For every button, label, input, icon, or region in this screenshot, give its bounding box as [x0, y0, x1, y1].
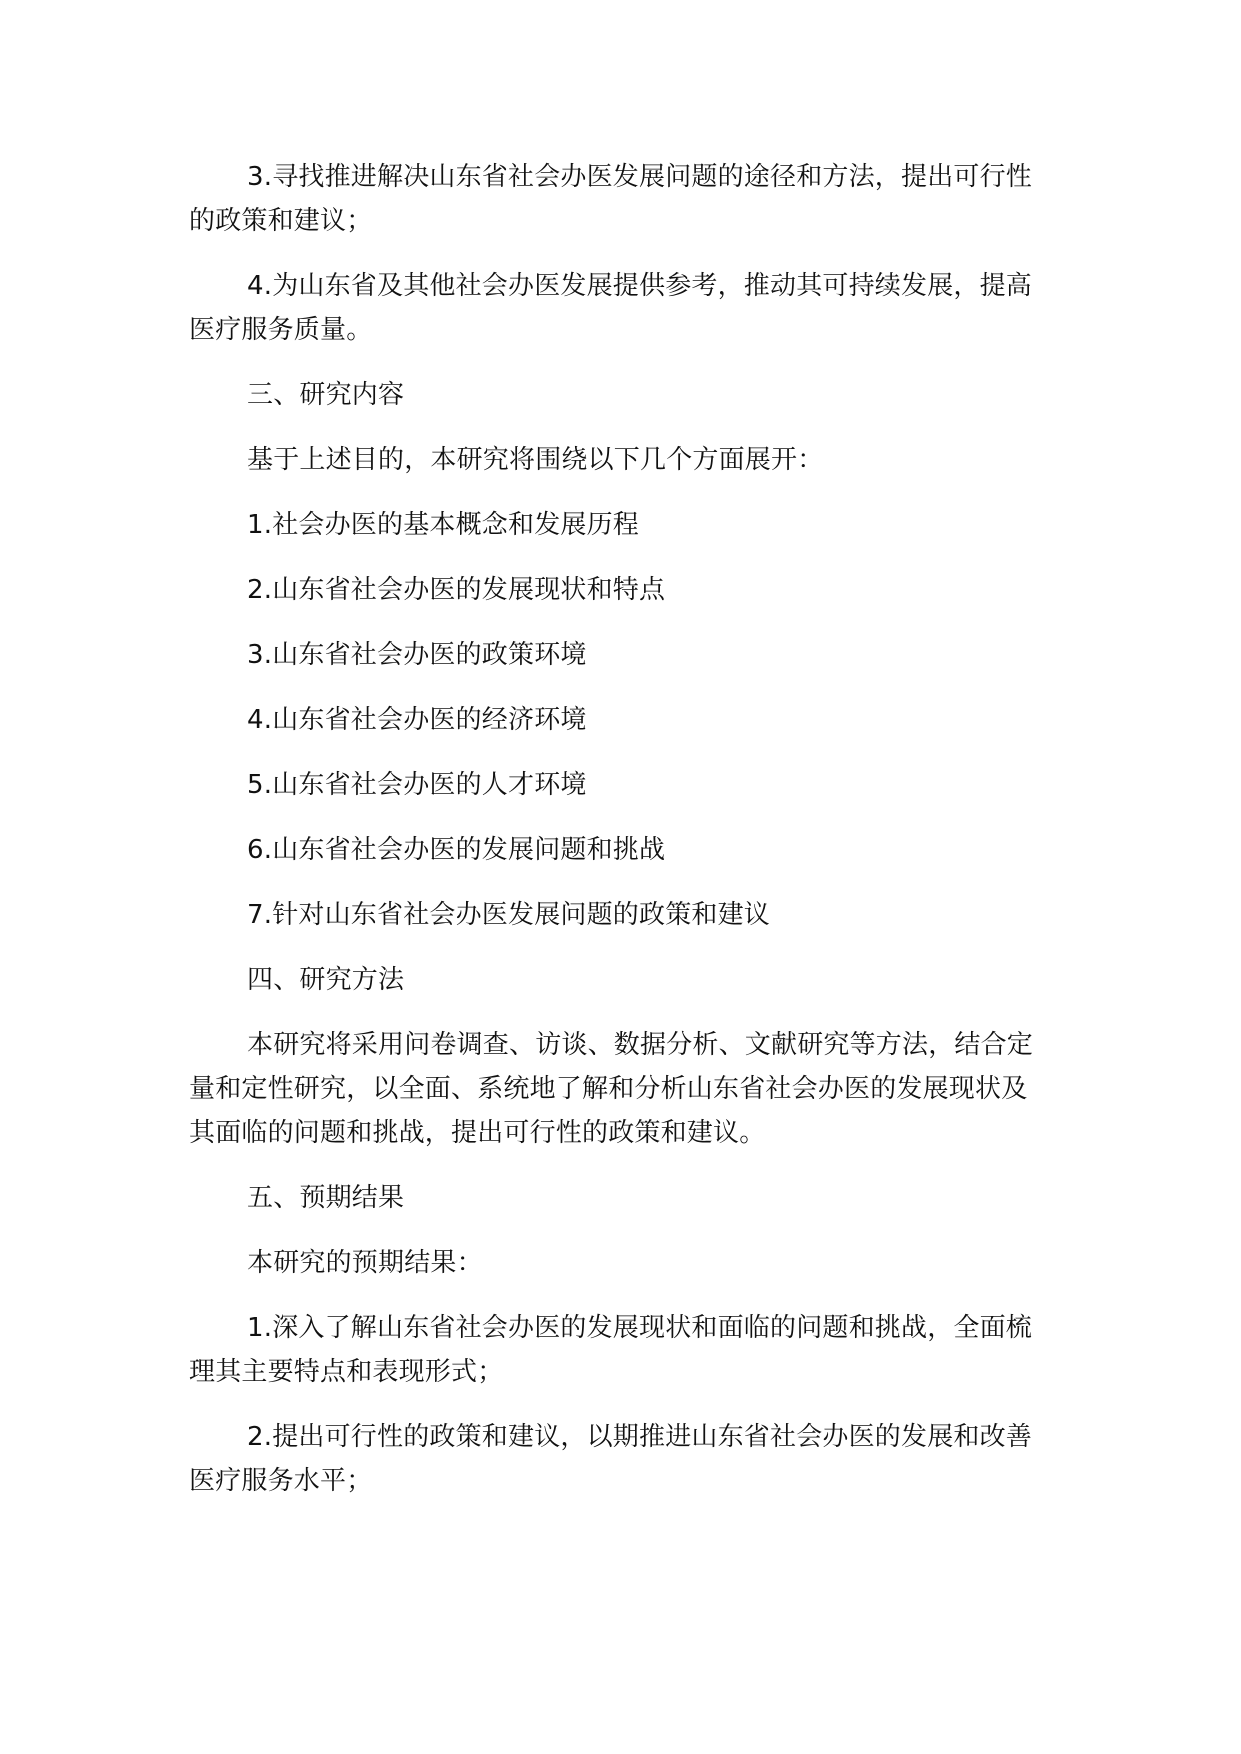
- paragraph-content-intro: 基于上述目的，本研究将围绕以下几个方面展开：: [247, 445, 824, 475]
- section-heading-research-method: 四、研究方法: [247, 965, 405, 995]
- list-item-content-4: 4.山东省社会办医的经济环境: [247, 705, 587, 735]
- list-item-content-6: 6.山东省社会办医的发展问题和挑战: [247, 835, 666, 865]
- list-item-objective-4: 4.为山东省及其他社会办医发展提供参考，推动其可持续发展，提高医疗服务质量。: [189, 271, 1033, 345]
- list-item-content-1: 1.社会办医的基本概念和发展历程: [247, 510, 640, 540]
- document-body: [189, 155, 1039, 1503]
- list-item-result-1: 1.深入了解山东省社会办医的发展现状和面临的问题和挑战，全面梳理其主要特点和表现形式；: [189, 1313, 1033, 1387]
- paragraph-research-method: 本研究将采用问卷调查、访谈、数据分析、文献研究等方法，结合定量和定性研究，以全面、系统地了解和分析山东省社会办医的发展现状及其面临的问题和挑战，提出可行性的政策和建议。: [189, 1030, 1034, 1148]
- list-item-content-3: 3.山东省社会办医的政策环境: [247, 640, 587, 670]
- section-heading-expected-results: 五、预期结果: [247, 1183, 405, 1213]
- list-item-content-7: 7.针对山东省社会办医发展问题的政策和建议: [247, 900, 771, 930]
- paragraph-expected-results-intro: 本研究的预期结果：: [247, 1248, 483, 1278]
- section-heading-research-content: 三、研究内容: [247, 380, 405, 410]
- list-item-content-2: 2.山东省社会办医的发展现状和特点: [247, 575, 666, 605]
- list-item-result-2: 2.提出可行性的政策和建议，以期推进山东省社会办医的发展和改善医疗服务水平；: [189, 1422, 1033, 1496]
- list-item-objective-3: 3.寻找推进解决山东省社会办医发展问题的途径和方法，提出可行性的政策和建议；: [189, 162, 1033, 236]
- list-item-content-5: 5.山东省社会办医的人才环境: [247, 770, 587, 800]
